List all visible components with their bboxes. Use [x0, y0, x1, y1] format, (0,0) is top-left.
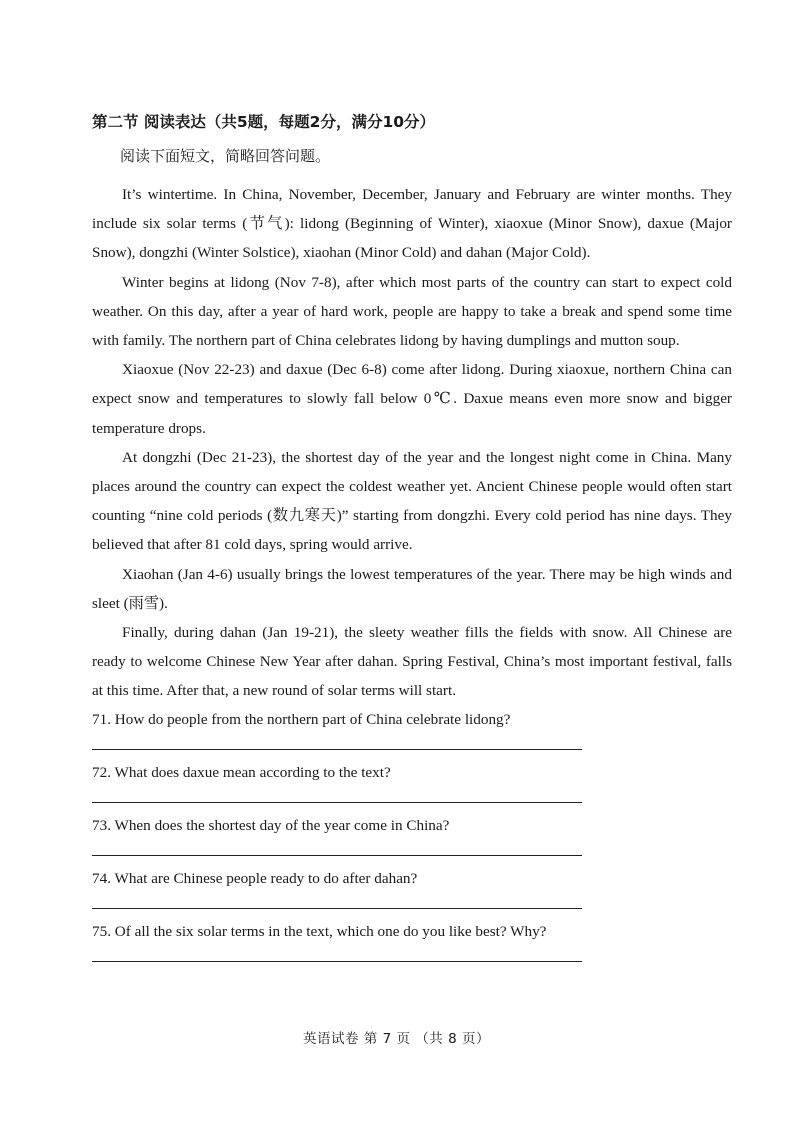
question-73 [92, 812, 732, 865]
question-71-text: 71. How do people from the northern part of China celebrate lidong? [92, 710, 511, 728]
question-list [92, 706, 732, 971]
section-instruction: 阅读下面短文，简略回答问题。 [120, 147, 331, 165]
question-71 [92, 706, 732, 759]
question-72-answer-line[interactable] [92, 802, 582, 803]
question-74 [92, 865, 732, 918]
question-74-answer-line[interactable] [92, 908, 582, 909]
reading-passage [92, 180, 732, 706]
question-73-text: 73. When does the shortest day of the year come in China? [92, 816, 450, 834]
question-75-answer-line[interactable] [92, 961, 582, 962]
question-75 [92, 918, 732, 971]
passage-paragraph-6: Finally, during dahan (Jan 19-21), the sleety weather fills the fields with snow. All Chinese are ready to welcome Chinese New Year after dahan. Spring Festival, China’s most important festival, falls at this time. After that, a new round of solar terms will start. [92, 624, 732, 700]
question-73-answer-line[interactable] [92, 855, 582, 856]
question-71-answer-line[interactable] [92, 749, 582, 750]
section-title: 第二节 阅读表达（共5题，每题2分，满分10分） [92, 113, 436, 131]
exam-page [92, 108, 732, 971]
question-72-text: 72. What does daxue mean according to the text? [92, 763, 391, 781]
question-75-text: 75. Of all the six solar terms in the text, which one do you like best? Why? [92, 922, 547, 940]
question-74-text: 74. What are Chinese people ready to do after dahan? [92, 869, 418, 887]
passage-paragraph-1: It’s wintertime. In China, November, December, January and February are winter months. They include six solar terms (节气): lidong (Beginning of Winter), xiaoxue (Minor Snow), daxue (Major Snow), dongzhi (Winter Solstice), xiaohan (Minor Cold) and dahan (Major Cold). [92, 186, 732, 262]
question-72 [92, 759, 732, 812]
passage-paragraph-3: Xiaoxue (Nov 22-23) and daxue (Dec 6-8) come after lidong. During xiaoxue, northern China can expect snow and temperatures to slowly fall below 0℃. Daxue means even more snow and bigger temperature drops. [92, 361, 732, 437]
passage-paragraph-4: At dongzhi (Dec 21-23), the shortest day of the year and the longest night come in China. Many places around the country can expect the coldest weather yet. Ancient Chinese people would often start counting “nine cold periods (数九寒天)” starting from dongzhi. Every cold period has nine days. They believed that after 81 cold days, spring would arrive. [92, 448, 732, 554]
page-footer: 英语试卷 第 7 页 （共 8 页） [303, 1031, 490, 1047]
passage-paragraph-2: Winter begins at lidong (Nov 7-8), after which most parts of the country can start to expect cold weather. On this day, after a year of hard work, people are happy to take a break and spend some time with family. The northern part of China celebrates lidong by having dumplings and mutton soup. [92, 273, 732, 350]
passage-paragraph-5: Xiaohan (Jan 4-6) usually brings the lowest temperatures of the year. There may be high winds and sleet (雨雪). [92, 565, 732, 612]
